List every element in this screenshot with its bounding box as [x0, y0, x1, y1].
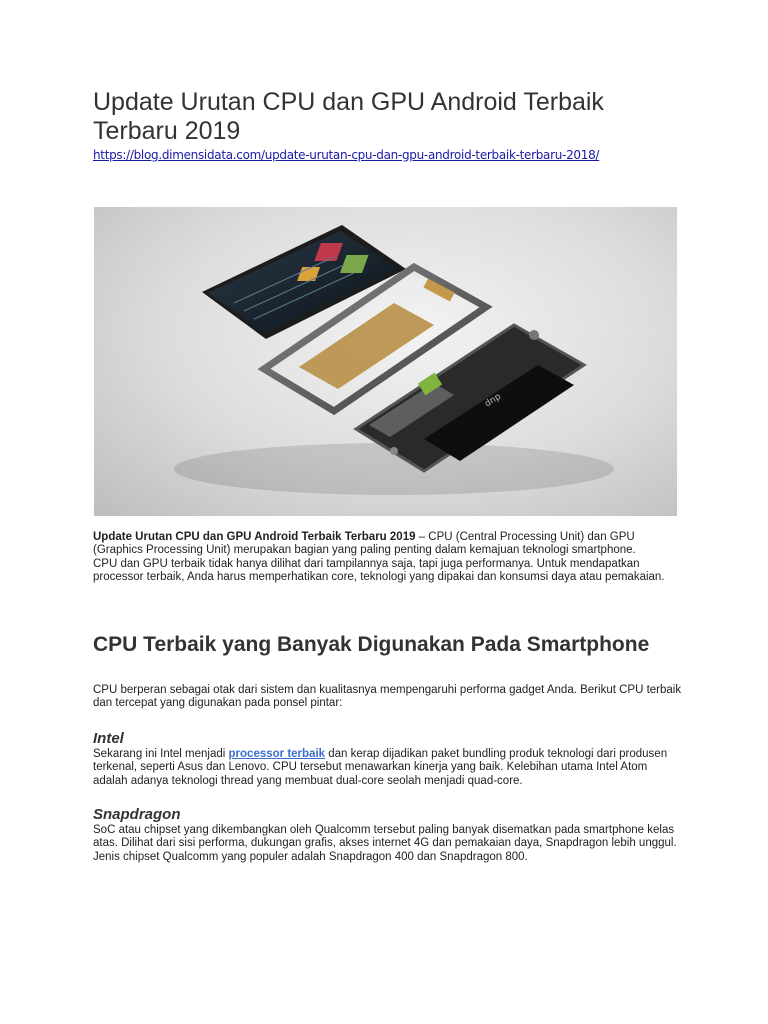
intel-heading: Intel: [93, 730, 124, 747]
intro-text-2: CPU dan GPU terbaik tidak hanya dilihat dari tampilannya saja, tapi juga performanya. Untuk mendapatkan processor terbaik, Anda harus memperhatikan core, teknologi yang dipakai dan konsumsi daya atau pemakaian.: [93, 557, 665, 584]
source-url-link[interactable]: https://blog.dimensidata.com/update-urutan-cpu-dan-gpu-android-terbaik-terbaru-2018/: [93, 148, 600, 162]
exploded-phone-illustration: [94, 207, 677, 516]
page-title: Update Urutan CPU dan GPU Android Terbaik Terbaru 2019: [93, 88, 604, 145]
snapdragon-heading: Snapdragon: [93, 806, 181, 823]
intel-text-before: Sekarang ini Intel menjadi: [93, 748, 229, 760]
intro-text: – CPU (Central Processing Unit) dan GPU (Graphics Processing Unit) merupakan bagian yang paling penting dalam kemajuan teknologi smartphone.: [93, 531, 636, 557]
intel-paragraph: [93, 748, 683, 788]
hero-image-exploded-smartphone: [94, 207, 677, 516]
cpu-section-heading: CPU Terbaik yang Banyak Digunakan Pada Smartphone: [93, 633, 650, 656]
cpu-section-description: CPU berperan sebagai otak dari sistem dan kualitasnya mempengaruhi performa gadget Anda. Berikut CPU terbaik dan tercepat yang digunakan pada ponsel pintar:: [93, 684, 682, 710]
intel-text-after: dan kerap dijadikan paket bundling produk teknologi dari produsen terkenal, seperti Asus dan Lenovo. CPU tersebut menawarkan kinerja yang baik. Kelebihan utama Intel Atom adalah adanya teknologi thread yang membuat dual-core seolah menjadi quad-core.: [93, 748, 668, 787]
brand-mark: dnp: [483, 391, 504, 410]
intro-paragraph: [93, 531, 683, 585]
intro-bold-lead: Update Urutan CPU dan GPU Android Terbaik Terbaru 2019: [93, 531, 416, 543]
processor-terbaik-link[interactable]: processor terbaik: [228, 748, 326, 760]
snapdragon-paragraph: SoC atau chipset yang dikembangkan oleh Qualcomm tersebut paling banyak disematkan pada smartphone kelas atas. Dilihat dari sisi performa, dukungan grafis, akses internet 4G dan pemakaian daya, Snapdragon lebih unggul. Jenis chipset Qualcomm yang populer adalah Snapdragon 400 dan Snapdragon 800.: [93, 824, 677, 863]
